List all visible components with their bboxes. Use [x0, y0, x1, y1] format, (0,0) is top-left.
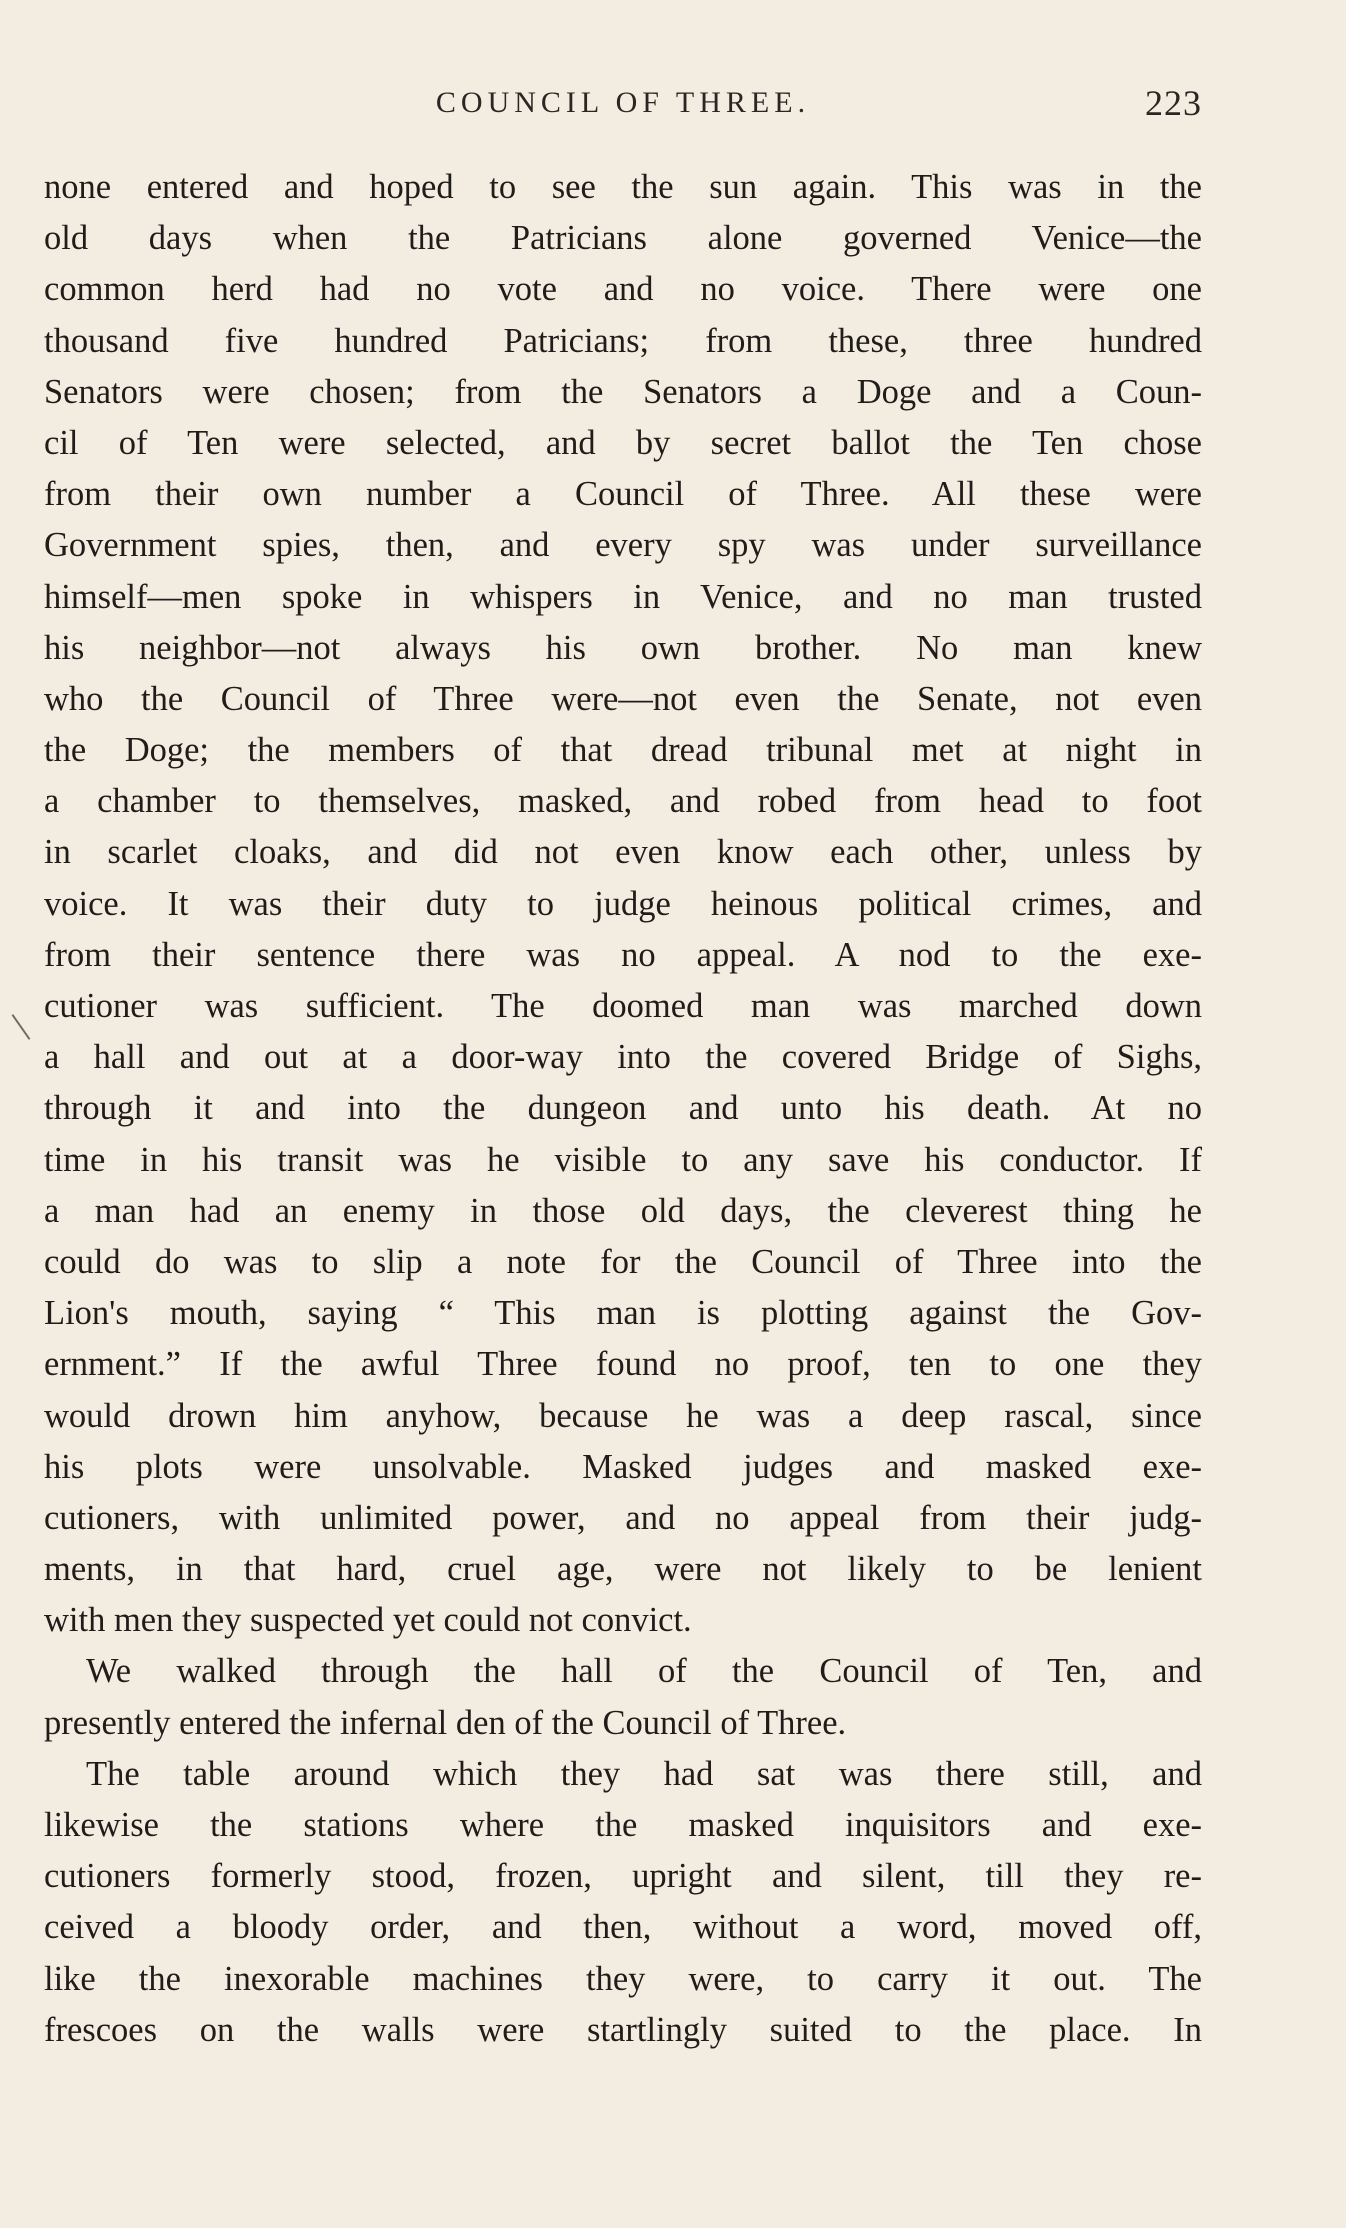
text-line: ments, in that hard, cruel age, were not likely to be lenient	[44, 1550, 1202, 1589]
paragraph-first-line: The table around which they had sat was there still, and	[86, 1754, 1202, 1793]
text-line: frescoes on the walls were startlingly suited to the place. In	[44, 2010, 1202, 2049]
text-line: a chamber to themselves, masked, and robed from head to foot	[44, 782, 1202, 821]
text-line: common herd had no vote and no voice. There were one	[44, 270, 1202, 309]
text-line: Government spies, then, and every spy was under surveillance	[44, 526, 1202, 565]
text-line: time in his transit was he visible to any save his conductor. If	[44, 1140, 1202, 1179]
text-line: through it and into the dungeon and unto his death. At no	[44, 1089, 1202, 1128]
text-line: his neighbor—not always his own brother. No man knew	[44, 628, 1202, 667]
text-line: like the inexorable machines they were, to carry it out. The	[44, 1959, 1202, 1998]
page-number: 223	[1145, 83, 1202, 123]
text-line: cutioners, with unlimited power, and no appeal from their judg-	[44, 1498, 1202, 1537]
text-line: cil of Ten were selected, and by secret ballot the Ten chose	[44, 423, 1202, 462]
text-line: likewise the stations where the masked inquisitors and exe-	[44, 1806, 1202, 1844]
text-line: ceived a bloody order, and then, without a word, moved off,	[44, 1908, 1202, 1947]
page-header	[44, 83, 1202, 136]
paragraph-last-line: presently entered the infernal den of the Council of Three.	[44, 1703, 847, 1742]
text-line: would drown him anyhow, because he was a deep rascal, since	[44, 1396, 1202, 1435]
text-line: his plots were unsolvable. Masked judges and masked exe-	[44, 1447, 1202, 1486]
text-line: the Doge; the members of that dread tribunal met at night in	[44, 731, 1202, 770]
text-line: could do was to slip a note for the Council of Three into the	[44, 1242, 1202, 1281]
text-line: voice. It was their duty to judge heinous political crimes, and	[44, 884, 1202, 923]
text-line: himself—men spoke in whispers in Venice, and no man trusted	[44, 577, 1202, 616]
text-line: Senators were chosen; from the Senators a Doge and a Coun-	[44, 372, 1202, 411]
text-line: a man had an enemy in those old days, the cleverest thing he	[44, 1191, 1202, 1230]
body-text	[44, 162, 1202, 2056]
running-head: COUNCIL OF THREE.	[435, 86, 811, 119]
text-line: in scarlet cloaks, and did not even know each other, unless by	[44, 833, 1202, 872]
text-line: none entered and hoped to see the sun again. This was in the	[44, 168, 1202, 206]
text-line: a hall and out at a door-way into the covered Bridge of Sighs,	[44, 1038, 1202, 1077]
text-line: from their own number a Council of Three. All these were	[44, 475, 1202, 514]
text-line: thousand five hundred Patricians; from these, three hundred	[44, 321, 1202, 360]
margin-mark	[12, 1014, 31, 1040]
text-line: cutioners formerly stood, frozen, upright and silent, till they re-	[44, 1857, 1202, 1896]
paragraph-first-line: We walked through the hall of the Council of Ten, and	[86, 1652, 1202, 1691]
text-line: cutioner was sufficient. The doomed man was marched down	[44, 987, 1202, 1025]
text-line: from their sentence there was no appeal. A nod to the exe-	[44, 935, 1202, 974]
text-line: old days when the Patricians alone governed Venice—the	[44, 219, 1202, 258]
text-line: ernment.” If the awful Three found no proof, ten to one they	[44, 1345, 1202, 1384]
text-line: who the Council of Three were—not even the Senate, not even	[44, 679, 1202, 718]
paragraph-last-line: with men they suspected yet could not convict.	[44, 1601, 692, 1640]
text-line: Lion's mouth, saying “ This man is plotting against the Gov-	[44, 1294, 1202, 1333]
